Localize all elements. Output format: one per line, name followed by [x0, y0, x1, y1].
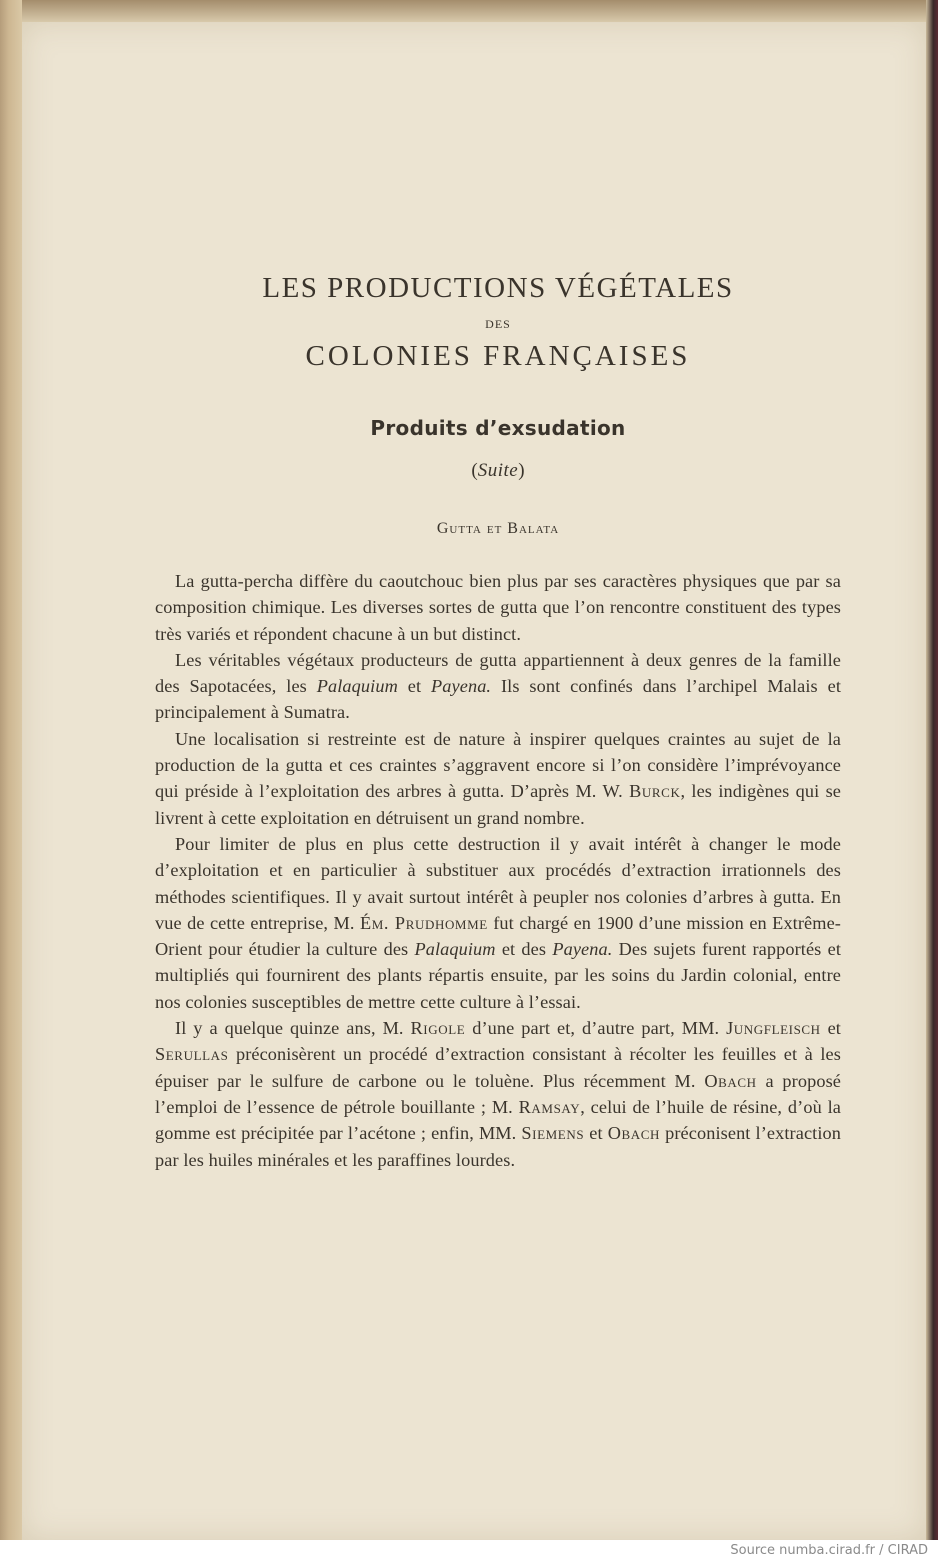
genus-name: Palaquium: [316, 676, 398, 697]
person-name: Ramsay: [518, 1096, 581, 1117]
book-spine-edge: [0, 0, 22, 1540]
person-name: Jungfleisch: [726, 1018, 821, 1039]
person-name: Obach: [704, 1070, 757, 1091]
suite-label: (Suite): [471, 460, 525, 481]
genus-name: Payena.: [552, 939, 613, 960]
suite-text: Suite: [477, 460, 519, 481]
paragraph-3: [155, 726, 841, 831]
person-name: Burck: [629, 781, 681, 802]
person-name: Rigole: [410, 1018, 466, 1039]
person-name: Ém. Prudhomme: [359, 912, 488, 933]
text-run: Ils sont confinés dans l’archipel Malais et principalement à Sumatra.: [155, 676, 842, 723]
genus-name: Payena.: [431, 676, 492, 697]
person-name: Obach: [607, 1123, 661, 1144]
source-credit: Source numba.cirad.fr / CIRAD: [730, 1543, 928, 1558]
text-run: Des sujets furent rapportés et multipliés qui fournirent des plants répartis ensuite, par les soins du Jardin colonial, entre nos colonies susceptibles de mettre cette culture à l’essai.: [155, 939, 841, 1012]
text-run: et: [397, 676, 432, 697]
subtitle: Produits d’exsudation: [370, 416, 626, 440]
page-top-edge: [0, 0, 938, 22]
text-run: fut chargé en 1900 d’une mission en Extrême-Orient pour étudier la culture des: [155, 912, 841, 960]
section-heading: Gutta et Balata: [436, 520, 560, 537]
text-run: préconisent l’extraction par les huiles minérales et les paraffines lourdes.: [155, 1123, 842, 1170]
paragraph-5: [155, 1015, 841, 1173]
book-cover-edge: [926, 0, 938, 1540]
text-run: Les véritables végétaux producteurs de gutta appartiennent à deux genres de la famille des Sapotacées, les: [155, 649, 841, 697]
person-name: Serullas: [155, 1044, 229, 1065]
text-run: Pour limiter de plus en plus cette destruction il y avait intérêt à changer le mode d’exploitation et en particulier à substituer aux procédés d’extraction irrationnels des méthodes scientifiques. Il y avait surtout intérêt à peupler nos colonies d’arbres à gutta. En vue de cette entreprise, M.: [155, 833, 841, 933]
title-line-1: LES PRODUCTIONS VÉGÉTALES: [262, 272, 734, 304]
text-run: , celui de l’huile de résine, d’où la gomme est précipitée par l’acétone ; enfin, MM.: [155, 1096, 841, 1144]
body-text: [155, 568, 841, 1173]
text-run: d’une part et, d’autre part, MM.: [465, 1018, 727, 1039]
text-run: et: [820, 1018, 841, 1039]
text-run: , les indigènes qui se livrent à cette exploitation en détruisent un grand nombre.: [155, 781, 841, 828]
genus-name: Palaquium: [414, 939, 496, 960]
person-name: Siemens: [521, 1123, 585, 1144]
text-run: Une localisation si restreinte est de nature à inspirer quelques craintes au sujet de la production de la gutta et ces craintes s’aggravent encore si l’on considère l’imprévoyance qui préside à l’exploitation des arbres à gutta. D’après M. W.: [155, 728, 841, 802]
text-run: a proposé l’emploi de l’essence de pétrole bouillante ; M.: [155, 1070, 842, 1117]
text-run: préconisèrent un procédé d’extraction consistant à récolter les feuilles et à les épuiser par le sulfure de carbone ou le toluène. Plus récemment M.: [155, 1044, 841, 1091]
text-run: et: [584, 1123, 608, 1144]
text-run: et des: [495, 939, 553, 960]
title-line-2: COLONIES FRANÇAISES: [305, 340, 691, 372]
paragraph-1: La gutta-percha diffère du caoutchouc bien plus par ses caractères physiques que par sa composition chimique. Les diverses sortes de gutta que l’on rencontre constituent des types très variés et répondent chacune à un but distinct.: [155, 571, 841, 644]
paragraph-2: [155, 647, 841, 726]
paragraph-4: [155, 831, 841, 1015]
title-connector: DES: [485, 317, 511, 331]
text-run: Il y a quelque quinze ans, M.: [175, 1018, 411, 1039]
